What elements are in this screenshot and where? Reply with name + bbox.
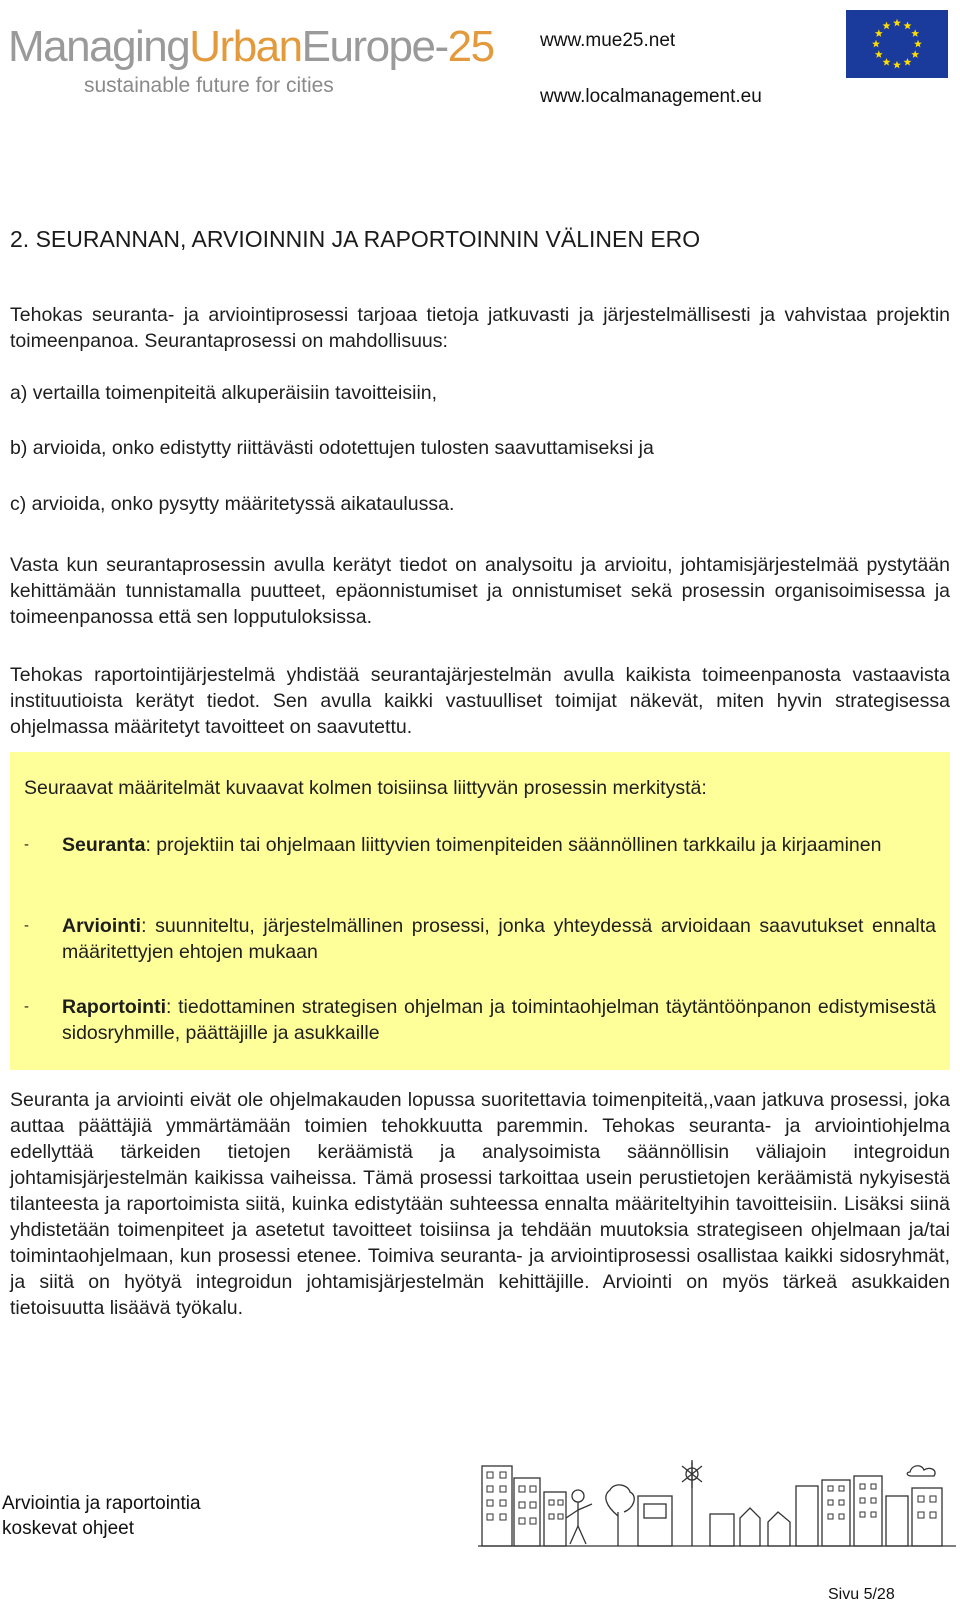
logo (8, 22, 494, 72)
flag-star (893, 19, 901, 27)
definition-term: Seuranta (62, 834, 146, 856)
bullet-dash: - (24, 998, 29, 1015)
city-skyline-icon (478, 1456, 958, 1550)
logo-part-urban: Urban (189, 22, 302, 71)
logo-part-number: 25 (447, 22, 494, 71)
section-heading: 2. SEURANNAN, ARVIOINNIN JA RAPORTOINNIN VÄLINEN ERO (10, 226, 701, 252)
flag-star (904, 58, 912, 66)
closing-paragraph: Seuranta ja arviointi eivät ole ohjelmakauden lopussa suoritettavia toimenpiteitä,,vaan jatkuva prosessi, joka auttaa päättäjiä ymmärtämään toimien tehokkuutta paremmin. Tehokas seuranta- ja arviointiohjelma edellyttää tärkeiden tietojen keräämistä ja analysoimista säännöllisin väliajoin integroidun johtamisjärjestelmän kaikissa vaiheissa. Tämä prosessi tarkoittaa usein perustietojen keräämistä nykyisestä tilanteesta ja raportoimista siitä, kuinka edistytään suhteessa ennalta määriteltyihin tavoitteisiin. Lisäksi siinä yhdistetään toimenpiteet ja asetetut tavoitteet toisiinsa ja tehdään muutoksia strategiseen ohjelmaan ja/tai toimintaohjelmaan, kun prosessi etenee. Toimiva seuranta- ja arviointiprosessi osallistaa kaikki sidosryhmät, ja siitä on hyötyä integroidun johtamisjärjestelmän kehittäjille. Arviointi on myös tärkeä asukkaiden tietoisuutta lisäävä työkalu. (10, 1089, 950, 1319)
footer-title-line1: Arviointia ja raportointia (2, 1493, 201, 1514)
footer-title-line2: koskevat ohjeet (2, 1518, 135, 1539)
url-localmanagement[interactable]: www.localmanagement.eu (540, 86, 762, 107)
eu-flag-icon (846, 10, 948, 78)
definition-text: : tiedottaminen strategisen ohjelman ja toimintaohjelman täytäntöönpanon edistymisestä sidosryhmille, päättäjille ja asukkaille (62, 996, 936, 1044)
definition-evaluation (24, 913, 936, 965)
definition-term: Arviointi (62, 915, 142, 937)
page-number: Sivu 5/28 (828, 1586, 895, 1603)
list-item-c: c) arvioida, onko pysytty määritetyssä aikataulussa. (10, 493, 455, 515)
footer-document-title (2, 1491, 201, 1541)
intro-paragraph: Tehokas seuranta- ja arviointiprosessi tarjoaa tietoja jatkuvasti ja järjestelmällisesti ja vahvistaa projektin toimeenpanoa. Seurantaprosessi on mahdollisuus: (10, 304, 950, 352)
definition-text: : suunniteltu, järjestelmällinen prosessi, jonka yhteydessä arvioidaan saavutukset ennalta määritettyjen ehtojen mukaan (62, 915, 936, 963)
logo-part-managing: Managing (8, 22, 190, 71)
flag-star (872, 40, 880, 48)
bullet-dash: - (24, 917, 29, 934)
paragraph-analysis: Vasta kun seurantaprosessin avulla kerätyt tiedot on analysoitu ja arvioitu, johtamisjärjestelmää pystytään kehittämään tunnistamalla puutteet, epäonnistumiset ja onnistumiset sekä prosessin organisoimisessa ja toimeenpanossa että sen lopputuloksissa. (10, 554, 950, 628)
definition-term: Raportointi (62, 996, 166, 1018)
logo-part-europe: Europe- (301, 22, 448, 71)
url-mue25[interactable]: www.mue25.net (540, 30, 676, 51)
bullet-dash: - (24, 836, 29, 853)
flag-star (883, 58, 891, 66)
flag-star (911, 29, 919, 37)
flag-star (914, 40, 922, 48)
definition-text: : projektiin tai ohjelmaan liittyvien toimenpiteiden säännöllinen tarkkailu ja kirjaaminen (145, 834, 882, 856)
paragraph-reporting: Tehokas raportointijärjestelmä yhdistää seurantajärjestelmän avulla kaikista toimeenpanosta vastaavista instituutioista kerätyt tiedot. Sen avulla kaikki vastuulliset toimijat näkevät, miten hyvin strategisessa ohjelmassa määritetyt tavoitteet on saavutettu. (10, 664, 950, 738)
flag-star (875, 29, 883, 37)
list-item-a: a) vertailla toimenpiteitä alkuperäisiin tavoitteisiin, (10, 382, 438, 404)
definitions-intro: Seuraavat määritelmät kuvaavat kolmen toisiinsa liittyvän prosessin merkitystä: (24, 777, 707, 799)
flag-star (875, 50, 883, 58)
list-item-b: b) arvioida, onko edistytty riittävästi odotettujen tulosten saavuttamiseksi ja (10, 437, 654, 459)
flag-star (883, 22, 891, 30)
definition-monitoring (24, 832, 936, 858)
definition-reporting (24, 994, 936, 1046)
flag-star (904, 22, 912, 30)
flag-star (893, 61, 901, 69)
flag-star (911, 50, 919, 58)
logo-tagline: sustainable future for cities (84, 74, 334, 97)
